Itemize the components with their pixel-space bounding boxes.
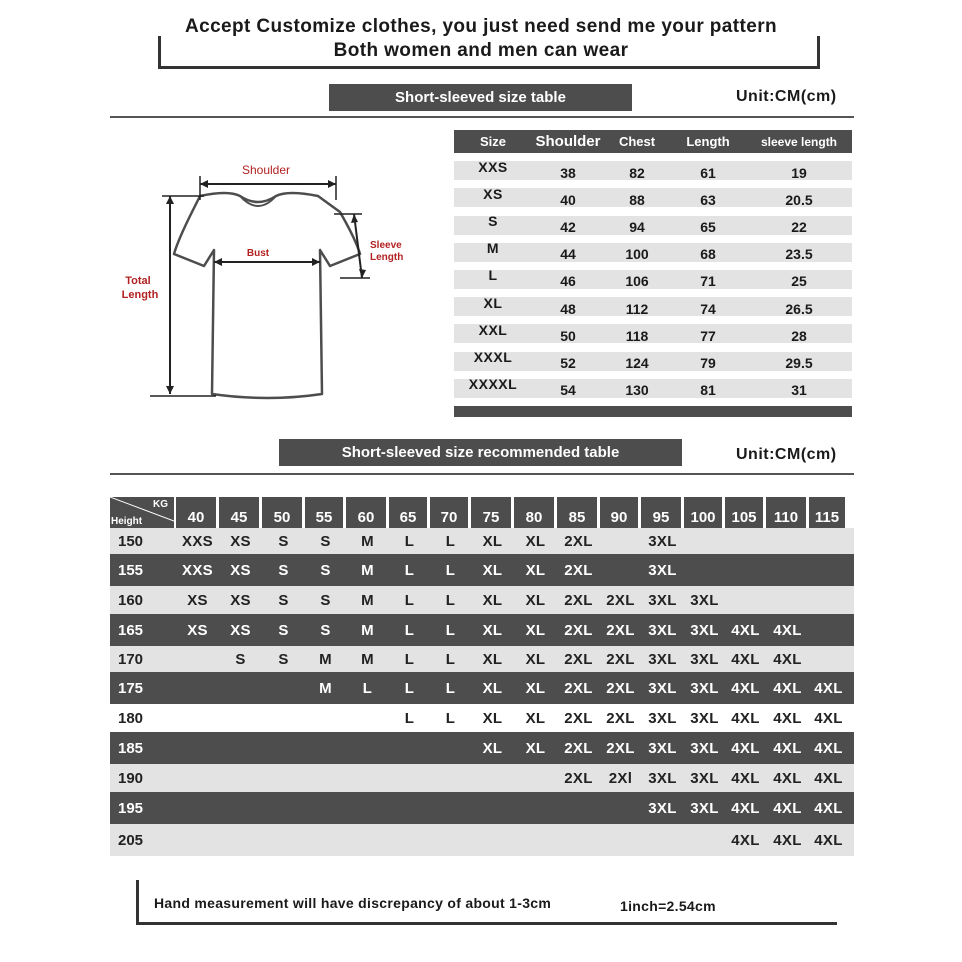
discrepancy-note: Hand measurement will have discrepancy of about 1-3cm: [154, 895, 552, 911]
cell-size: L: [488, 267, 498, 284]
size-cell: XXS: [182, 532, 213, 550]
size-cell: 3XL: [690, 621, 719, 639]
size-cell: XL: [525, 709, 546, 727]
size-cell: L: [445, 621, 456, 639]
size-cell: 2XL: [564, 739, 593, 757]
tshirt-measurement-diagram: [108, 150, 408, 410]
size-cell: XS: [230, 591, 251, 609]
recommended-table-unit: Unit:CM(cm): [736, 446, 837, 463]
size-cell: L: [404, 561, 415, 579]
size-cell: 2XL: [606, 650, 635, 668]
weight-header-cell: 80: [514, 497, 554, 528]
table-row: [110, 704, 854, 732]
cell-length: 81: [700, 382, 716, 399]
size-cell: XL: [482, 532, 503, 550]
size-cell: L: [404, 621, 415, 639]
size-cell: M: [361, 621, 374, 639]
recommended-table: [110, 497, 854, 856]
size-cell: 3XL: [648, 679, 677, 697]
height-cell: 170: [118, 650, 144, 668]
size-cell: 2XL: [564, 532, 593, 550]
size-cell: XL: [525, 621, 546, 639]
size-cell: 4XL: [814, 709, 843, 727]
table-row: [454, 349, 852, 371]
size-cell: L: [445, 709, 456, 727]
size-cell: XS: [187, 591, 208, 609]
col-header-size: Size: [479, 134, 506, 149]
height-cell: 165: [118, 621, 144, 639]
table-row: [110, 614, 854, 646]
weight-header-cell: 110: [766, 497, 806, 528]
cell-chest: 118: [625, 327, 649, 344]
size-cell: 2XL: [564, 621, 593, 639]
size-cell: XL: [482, 561, 503, 579]
recommended-table-title: Short-sleeved size recommended table: [279, 439, 682, 466]
col-header-length: Length: [686, 134, 730, 149]
size-cell: 3XL: [648, 799, 677, 817]
table-row: [110, 792, 854, 824]
cell-size: XS: [483, 185, 503, 202]
cell-length: 79: [700, 355, 716, 371]
cell-sleeve-length: 25: [791, 273, 807, 290]
size-cell: 3XL: [690, 591, 719, 609]
size-cell: 4XL: [773, 799, 802, 817]
recommended-table-header: [110, 497, 854, 528]
height-cell: 160: [118, 591, 144, 609]
cell-shoulder: 38: [560, 164, 576, 181]
size-cell: 2XL: [564, 679, 593, 697]
size-cell: S: [320, 561, 331, 579]
size-cell: XL: [482, 709, 503, 727]
weight-header-cell: 75: [471, 497, 511, 528]
size-cell: XL: [482, 739, 503, 757]
size-cell: 4XL: [773, 621, 802, 639]
size-cell: 4XL: [773, 769, 802, 787]
size-cell: S: [320, 621, 331, 639]
size-cell: 3XL: [648, 591, 677, 609]
size-table-header: [454, 130, 852, 153]
weight-header-cell: 65: [389, 497, 427, 528]
size-cell: 3XL: [690, 769, 719, 787]
size-cell: 2XL: [606, 679, 635, 697]
table-row: [110, 672, 854, 704]
height-cell: 150: [118, 532, 144, 550]
cell-chest: 112: [625, 300, 649, 317]
size-cell: S: [278, 650, 289, 668]
size-cell: 4XL: [731, 831, 760, 849]
weight-header-cell: 95: [641, 497, 681, 528]
cell-shoulder: 52: [560, 355, 576, 371]
size-cell: 4XL: [814, 831, 843, 849]
cell-shoulder: 50: [560, 327, 576, 344]
cell-length: 68: [700, 246, 716, 263]
size-cell: 2XL: [606, 591, 635, 609]
size-cell: M: [361, 561, 374, 579]
cell-sleeve-length: 23.5: [785, 246, 813, 263]
cell-chest: 106: [625, 273, 649, 290]
size-cell: 2Xl: [608, 769, 633, 787]
cell-sleeve-length: 31: [791, 382, 807, 399]
size-cell: XS: [230, 561, 251, 579]
cell-shoulder: 42: [560, 219, 576, 236]
size-cell: S: [278, 561, 289, 579]
table-row: [454, 321, 852, 344]
size-cell: 3XL: [648, 769, 677, 787]
size-cell: 2XL: [564, 561, 593, 579]
size-cell: 3XL: [648, 709, 677, 727]
size-cell: XXS: [182, 561, 213, 579]
weight-header-cell: 105: [725, 497, 763, 528]
table-row: [110, 824, 854, 856]
table-row: [454, 267, 852, 290]
cell-shoulder: 46: [560, 273, 576, 290]
cell-size: XL: [483, 294, 503, 311]
cell-sleeve-length: 29.5: [785, 355, 813, 371]
size-cell: 3XL: [648, 650, 677, 668]
size-table-title: Short-sleeved size table: [329, 84, 632, 111]
cell-shoulder: 40: [560, 191, 576, 208]
size-cell: XL: [525, 591, 546, 609]
size-cell: XL: [525, 679, 546, 697]
size-cell: XL: [525, 532, 546, 550]
cell-size: XXS: [478, 158, 508, 175]
size-cell: 2XL: [606, 709, 635, 727]
table-row: [110, 528, 854, 554]
height-cell: 195: [118, 799, 144, 817]
size-cell: 3XL: [690, 799, 719, 817]
height-cell: 155: [118, 561, 144, 579]
cell-length: 65: [700, 219, 716, 236]
size-cell: 4XL: [773, 709, 802, 727]
size-cell: 3XL: [690, 709, 719, 727]
cell-size: M: [486, 240, 500, 257]
kg-label: KG: [153, 499, 168, 510]
cell-size: XXXXL: [468, 376, 518, 393]
size-cell: 3XL: [648, 739, 677, 757]
size-cell: XS: [230, 621, 251, 639]
header-line-2: Both women and men can wear: [333, 40, 629, 61]
table-row: [110, 646, 854, 672]
size-cell: S: [235, 650, 246, 668]
size-cell: 4XL: [731, 650, 760, 668]
size-cell: 4XL: [731, 799, 760, 817]
size-cell: 4XL: [731, 709, 760, 727]
size-cell: 3XL: [690, 650, 719, 668]
size-cell: L: [404, 709, 415, 727]
size-cell: M: [361, 591, 374, 609]
col-header-shoulder: Shoulder: [535, 133, 601, 150]
cell-chest: 130: [625, 382, 649, 399]
cell-chest: 82: [629, 164, 645, 181]
size-cell: 4XL: [773, 831, 802, 849]
table-row: [454, 213, 852, 236]
size-cell: 2XL: [564, 769, 593, 787]
size-cell: XS: [187, 621, 208, 639]
height-cell: 185: [118, 739, 144, 757]
cell-length: 71: [700, 273, 716, 290]
cell-chest: 124: [625, 355, 649, 371]
table-row: [454, 240, 852, 263]
divider: [110, 473, 854, 475]
cell-sleeve-length: 20.5: [785, 191, 813, 208]
size-cell: L: [445, 679, 456, 697]
weight-header-cell: 40: [176, 497, 216, 528]
size-cell: L: [404, 532, 415, 550]
size-table: [454, 130, 852, 417]
height-cell: 190: [118, 769, 144, 787]
size-cell: 4XL: [731, 739, 760, 757]
table-row: [454, 294, 852, 317]
weight-header-cell: 115: [809, 497, 845, 528]
size-cell: M: [361, 532, 374, 550]
size-cell: 3XL: [690, 679, 719, 697]
cell-chest: 100: [625, 246, 649, 263]
size-cell: S: [278, 532, 289, 550]
size-cell: L: [445, 650, 456, 668]
size-cell: 2XL: [606, 621, 635, 639]
size-table-footer-band: [454, 406, 852, 417]
weight-header-cell: 100: [684, 497, 722, 528]
size-cell: XS: [230, 532, 251, 550]
size-cell: L: [445, 532, 456, 550]
size-cell: 4XL: [814, 799, 843, 817]
size-cell: 4XL: [731, 769, 760, 787]
size-cell: L: [445, 591, 456, 609]
tshirt-outline-icon: [174, 193, 360, 398]
weight-header-cell: 60: [346, 497, 386, 528]
size-cell: 2XL: [564, 591, 593, 609]
size-table-unit: Unit:CM(cm): [736, 88, 837, 105]
cell-sleeve-length: 28: [791, 327, 807, 344]
size-cell: M: [319, 650, 332, 668]
inch-conversion: 1inch=2.54cm: [620, 898, 716, 914]
weight-header-cell: 90: [600, 497, 638, 528]
cell-length: 63: [700, 191, 716, 208]
cell-length: 77: [700, 327, 716, 344]
size-cell: S: [278, 621, 289, 639]
weight-header-cell: 70: [430, 497, 468, 528]
shoulder-label: Shoulder: [241, 163, 291, 177]
size-cell: 3XL: [690, 739, 719, 757]
size-cell: 4XL: [773, 739, 802, 757]
table-row: [110, 764, 854, 792]
size-cell: 2XL: [564, 650, 593, 668]
table-corner-cell: [110, 497, 174, 528]
size-cell: 2XL: [564, 709, 593, 727]
size-cell: M: [361, 650, 374, 668]
cell-shoulder: 48: [560, 300, 576, 317]
height-label: Height: [111, 516, 143, 527]
total-length-label-2: Length: [121, 289, 159, 301]
cell-size: XXL: [478, 321, 508, 338]
size-cell: 3XL: [648, 621, 677, 639]
cell-shoulder: 44: [560, 246, 576, 263]
cell-size: S: [488, 213, 498, 230]
cell-length: 61: [700, 164, 716, 181]
cell-sleeve-length: 19: [791, 164, 807, 181]
size-cell: 3XL: [648, 532, 677, 550]
size-cell: XL: [525, 739, 546, 757]
size-cell: 4XL: [773, 650, 802, 668]
weight-header-cell: 85: [557, 497, 597, 528]
cell-shoulder: 54: [560, 382, 576, 399]
size-cell: XL: [482, 679, 503, 697]
size-cell: L: [404, 650, 415, 668]
size-cell: XL: [482, 591, 503, 609]
table-row: [110, 554, 854, 586]
cell-sleeve-length: 26.5: [785, 300, 813, 317]
size-cell: 4XL: [814, 739, 843, 757]
table-row: [454, 185, 852, 208]
table-row: [454, 158, 852, 181]
size-cell: L: [404, 591, 415, 609]
size-cell: 2XL: [606, 739, 635, 757]
size-cell: XL: [482, 621, 503, 639]
height-cell: 180: [118, 709, 144, 727]
size-cell: 4XL: [773, 679, 802, 697]
size-cell: XL: [482, 650, 503, 668]
size-cell: S: [278, 591, 289, 609]
cell-size: XXXL: [473, 349, 513, 365]
header-line-1: Accept Customize clothes, you just need send me your pattern: [184, 16, 777, 37]
cell-length: 74: [700, 300, 716, 317]
cell-chest: 94: [629, 219, 645, 236]
size-cell: 3XL: [648, 561, 677, 579]
size-cell: L: [445, 561, 456, 579]
sleeve-label-1: Sleeve: [370, 240, 402, 251]
total-length-label-1: Total: [125, 275, 151, 287]
weight-header-cell: 55: [305, 497, 343, 528]
table-row: [110, 586, 854, 614]
size-cell: 4XL: [814, 769, 843, 787]
sleeve-label-2: Length: [370, 252, 404, 263]
height-cell: 175: [118, 679, 144, 697]
weight-header-cell: 45: [219, 497, 259, 528]
size-cell: S: [320, 532, 331, 550]
col-header-chest: Chest: [618, 134, 656, 149]
bust-label: Bust: [246, 248, 270, 259]
weight-header-cell: 50: [262, 497, 302, 528]
size-cell: 4XL: [731, 679, 760, 697]
size-cell: M: [319, 679, 332, 697]
size-cell: XL: [525, 561, 546, 579]
size-cell: L: [362, 679, 373, 697]
size-cell: 4XL: [731, 621, 760, 639]
table-row: [110, 732, 854, 764]
size-cell: L: [404, 679, 415, 697]
size-cell: S: [320, 591, 331, 609]
table-row: [454, 376, 852, 399]
divider: [110, 116, 854, 118]
col-header-sleeve-length: sleeve length: [760, 134, 838, 149]
size-cell: 4XL: [814, 679, 843, 697]
cell-sleeve-length: 22: [791, 219, 807, 236]
cell-chest: 88: [629, 191, 645, 208]
size-cell: XL: [525, 650, 546, 668]
height-cell: 205: [118, 831, 144, 849]
